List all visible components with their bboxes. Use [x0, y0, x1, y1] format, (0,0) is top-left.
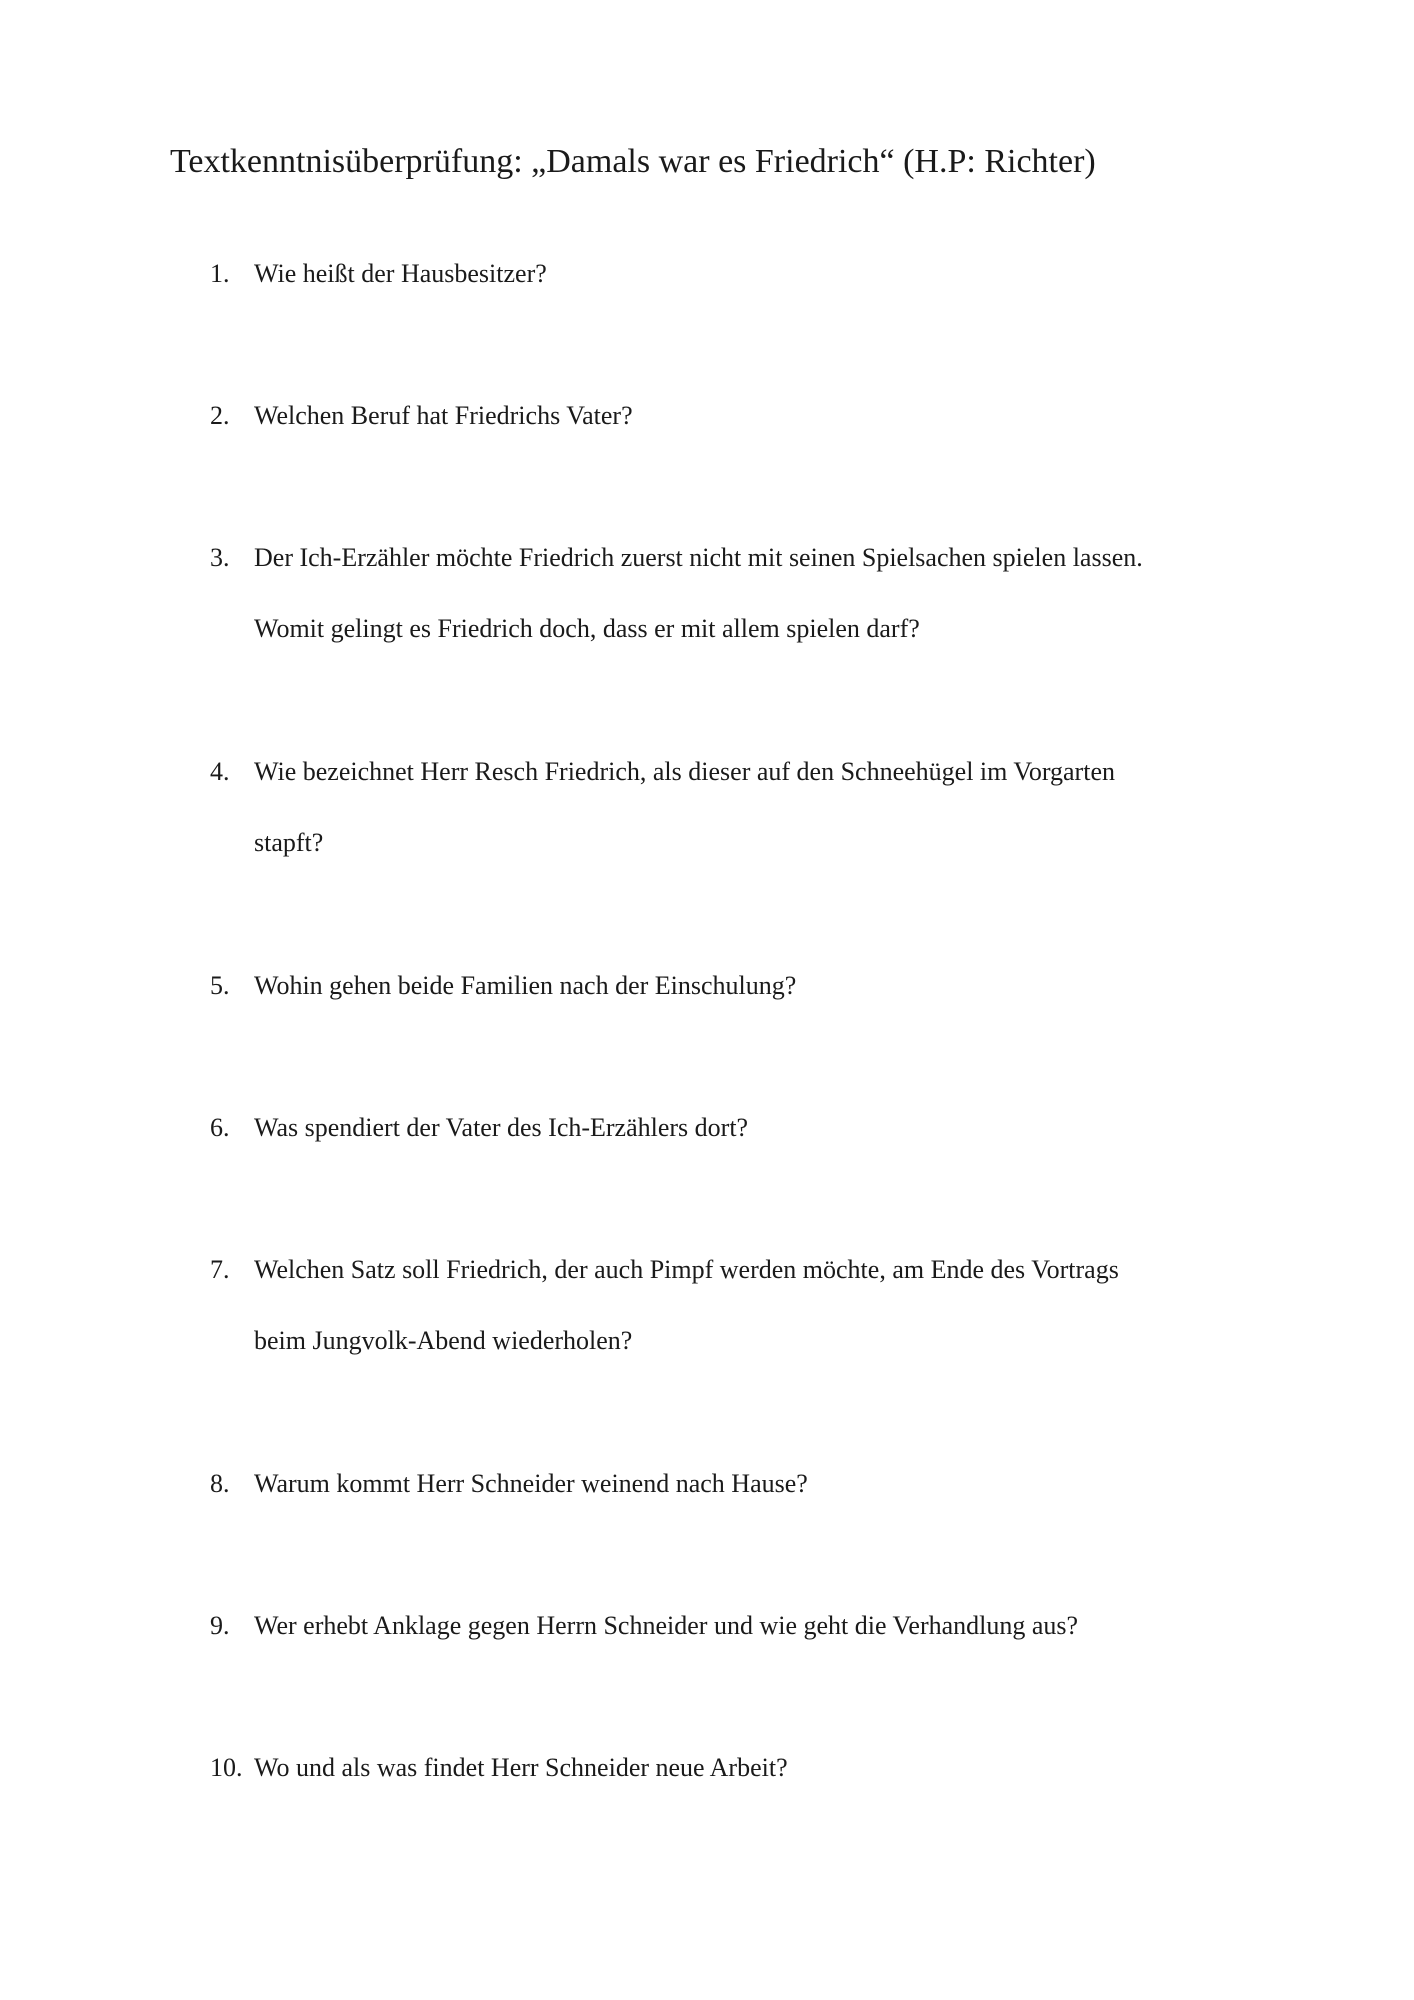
question-4 [210, 736, 1290, 878]
question-number: 3. [210, 543, 230, 572]
question-number: 1. [210, 259, 230, 288]
document-title: Textkenntnisüberprüfung: „Damals war es Friedrich“ (H.P: Richter) [170, 143, 1096, 180]
question-number: 4. [210, 757, 230, 786]
question-number: 9. [210, 1611, 230, 1640]
question-text-line: Welchen Satz soll Friedrich, der auch Pimpf werden möchte, am Ende des Vortrags [254, 1255, 1119, 1284]
question-text-line: Wohin gehen beide Familien nach der Einschulung? [254, 971, 797, 1000]
question-number: 2. [210, 401, 230, 430]
question-text-line: stapft? [254, 828, 324, 857]
question-number: 10. [210, 1753, 243, 1782]
question-number: 8. [210, 1469, 230, 1498]
question-number: 5. [210, 971, 230, 1000]
question-9 [210, 1590, 1290, 1661]
question-5 [210, 950, 1290, 1021]
question-text-line: beim Jungvolk-Abend wiederholen? [254, 1326, 633, 1355]
question-8 [210, 1448, 1290, 1519]
question-text-line: Welchen Beruf hat Friedrichs Vater? [254, 401, 633, 430]
question-text-line: Wer erhebt Anklage gegen Herrn Schneider und wie geht die Verhandlung aus? [254, 1611, 1079, 1640]
question-text-line: Wo und als was findet Herr Schneider neue Arbeit? [254, 1753, 788, 1782]
question-text-line: Der Ich-Erzähler möchte Friedrich zuerst nicht mit seinen Spielsachen spielen lassen. [254, 543, 1143, 572]
question-number: 7. [210, 1255, 230, 1284]
question-text-line: Was spendiert der Vater des Ich-Erzählers dort? [254, 1113, 749, 1142]
question-number: 6. [210, 1113, 230, 1142]
question-text-line: Warum kommt Herr Schneider weinend nach Hause? [254, 1469, 808, 1498]
question-7 [210, 1234, 1290, 1376]
question-text-line: Wie heißt der Hausbesitzer? [254, 259, 547, 288]
question-text-line: Womit gelingt es Friedrich doch, dass er mit allem spielen darf? [254, 614, 920, 643]
question-3 [210, 522, 1290, 664]
question-text-line: Wie bezeichnet Herr Resch Friedrich, als dieser auf den Schneehügel im Vorgarten [254, 757, 1115, 786]
question-6 [210, 1092, 1290, 1163]
question-1 [210, 238, 1290, 309]
question-10 [210, 1732, 1290, 1803]
question-2 [210, 380, 1290, 451]
